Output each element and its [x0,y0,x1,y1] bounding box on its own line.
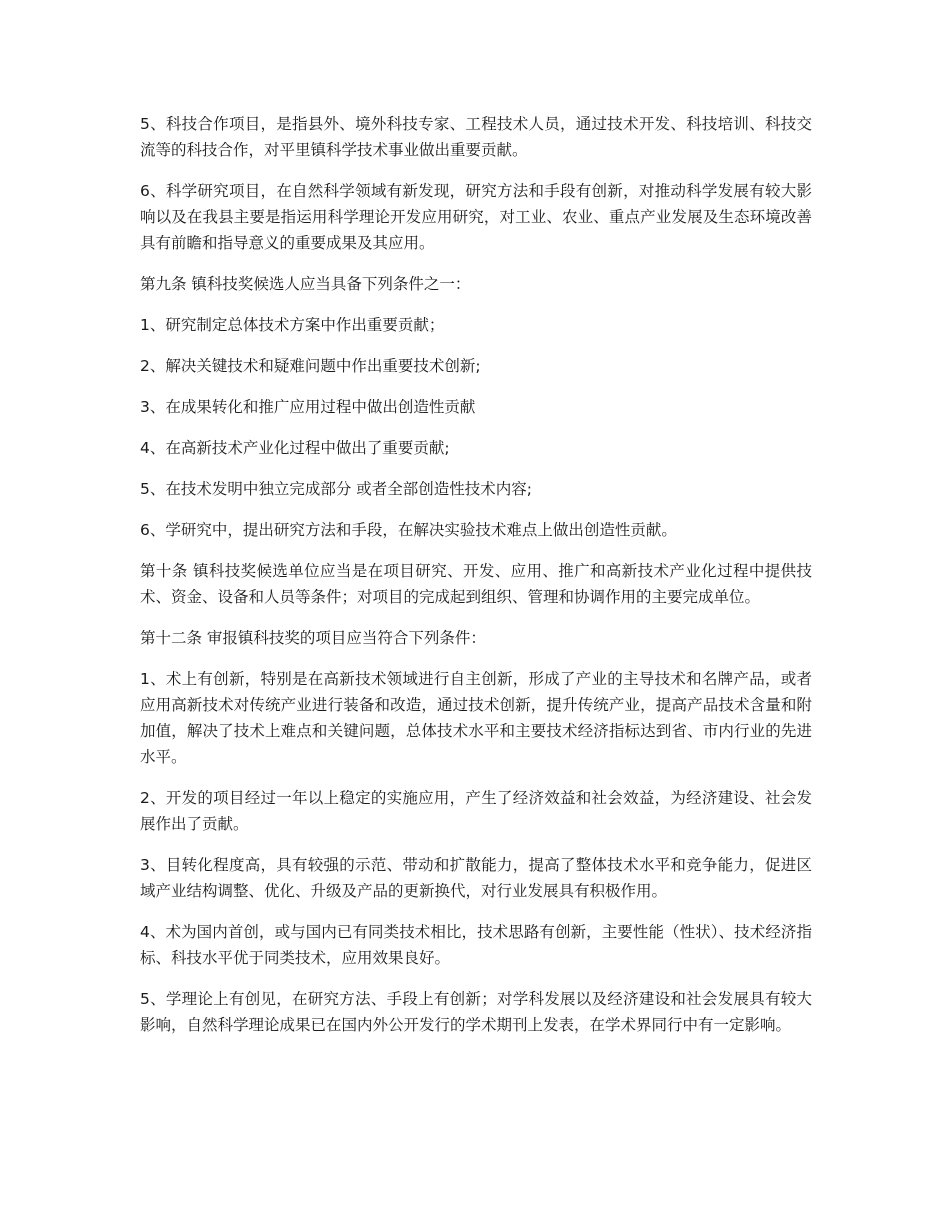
article-9-item-2: 2、解决关键技术和疑难问题中作出重要技术创新; [140,357,481,375]
article-9-item-1: 1、研究制定总体技术方案中作出重要贡献； [140,316,445,334]
article-9-item-3: 3、在成果转化和推广应用过程中做出创造性贡献 [140,398,476,416]
article-9-item-6: 6、学研究中，提出研究方法和手段，在解决实验技术难点上做出创造性贡献。 [140,521,677,539]
document-body [140,111,812,1053]
article-12-item-5: 5、学理论上有创见，在研究方法、手段上有创新；对学科发展以及经济建设和社会发展具有较大影响，自然科学理论成果已在国内外公开发行的学术期刊上发表，在学术界同行中有一定影响。 [140,990,812,1034]
paragraph-scientific-research: 6、科学研究项目，在自然科学领域有新发现，研究方法和手段有创新，对推动科学发展有较大影响以及在我县主要是指运用科学理论开发应用研究，对工业、农业、重点产业发展及生态环境改善具有前瞻和指导意义的重要成果及其应用。 [140,182,812,252]
article-12-item-1: 1、术上有创新，特别是在高新技术领域进行自主创新，形成了产业的主导技术和名牌产品，或者应用高新技术对传统产业进行装备和改造，通过技术创新，提升传统产业，提高产品技术含量和附加值，解决了技术上难点和关键问题，总体技术水平和主要技术经济指标达到省、市内行业的先进水平。 [140,670,812,766]
article-12-item-3: 3、目转化程度高，具有较强的示范、带动和扩散能力，提高了整体技术水平和竞争能力，促进区域产业结构调整、优化、升级及产品的更新换代，对行业发展具有积极作用。 [140,856,812,900]
article-9-item-5: 5、在技术发明中独立完成部分 或者全部创造性技术内容; [140,480,533,498]
article-9-heading: 第九条 镇科技奖候选人应当具备下列条件之一： [140,275,471,293]
paragraph-tech-cooperation: 5、科技合作项目，是指县外、境外科技专家、工程技术人员，通过技术开发、科技培训、科技交流等的科技合作，对平里镇科学技术事业做出重要贡献。 [140,115,812,159]
article-12-heading: 第十二条 审报镇科技奖的项目应当符合下列条件： [140,629,486,647]
article-12-item-4: 4、术为国内首创，或与国内已有同类技术相比，技术思路有创新，主要性能（性状）、技术经济指标、科技水平优于同类技术，应用效果良好。 [140,923,812,967]
article-9-item-4: 4、在高新技术产业化过程中做出了重要贡献; [140,439,450,457]
article-12-item-2: 2、开发的项目经过一年以上稳定的实施应用，产生了经济效益和社会效益，为经济建设、社会发展作出了贡献。 [140,789,812,833]
article-10-paragraph: 第十条 镇科技奖候选单位应当是在项目研究、开发、应用、推广和高新技术产业化过程中提供技术、资金、设备和人员等条件；对项目的完成起到组织、管理和协调作用的主要完成单位。 [140,562,812,606]
